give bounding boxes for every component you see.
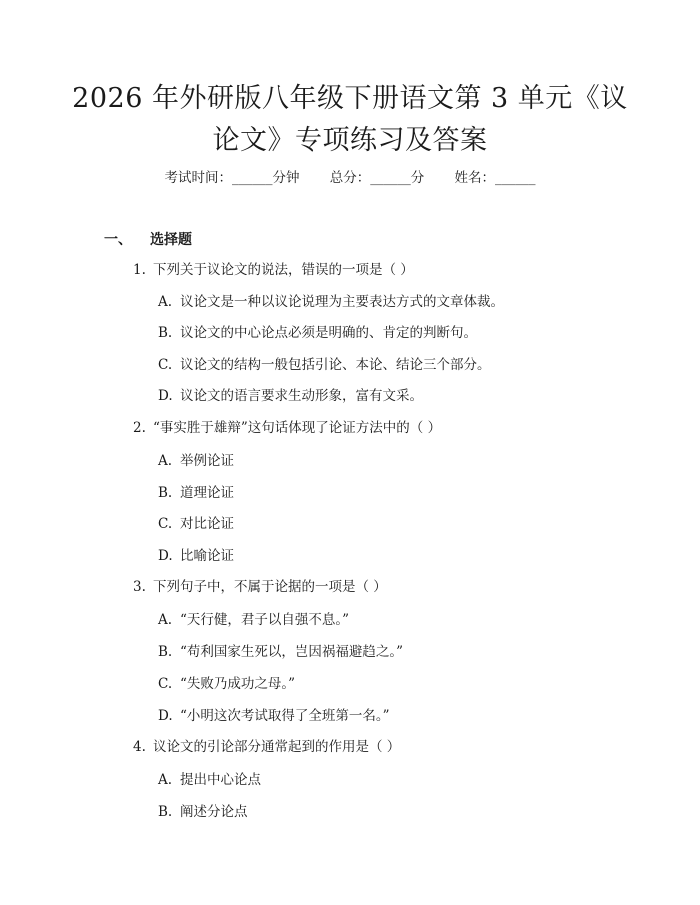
question-number: 3. xyxy=(133,579,146,595)
question-number: 4. xyxy=(133,739,146,755)
question-number: 2. xyxy=(133,420,146,436)
option-letter: B. xyxy=(158,804,173,820)
option-text: 举例论证 xyxy=(180,453,234,469)
option-text: 比喻论证 xyxy=(180,548,234,564)
option-text: “失败乃成功之母。” xyxy=(180,676,296,692)
question-3-option-a xyxy=(158,610,349,630)
option-letter: C. xyxy=(158,357,173,373)
section-heading xyxy=(104,230,192,250)
option-letter: B. xyxy=(158,485,173,501)
option-text: “苟利国家生死以，岂因祸福避趋之。” xyxy=(180,644,404,660)
option-text: 提出中心论点 xyxy=(180,772,261,788)
document-title xyxy=(60,78,640,162)
option-text: “天行健，君子以自强不息。” xyxy=(180,612,350,628)
question-2-option-c xyxy=(158,514,234,534)
option-letter: D. xyxy=(158,388,173,404)
option-text: 议论文的结构一般包括引论、本论、结论三个部分。 xyxy=(180,357,491,373)
question-2 xyxy=(133,418,441,438)
option-text: “小明这次考试取得了全班第一名。” xyxy=(180,708,390,724)
option-letter: B. xyxy=(158,644,173,660)
question-3-option-b xyxy=(158,642,403,662)
question-4 xyxy=(133,737,400,757)
question-1-option-d xyxy=(158,386,423,406)
section-number: 一、 xyxy=(104,232,132,248)
option-letter: A. xyxy=(158,772,173,788)
option-letter: A. xyxy=(158,294,173,310)
question-4-option-b xyxy=(158,802,248,822)
question-text: 议论文的引论部分通常起到的作用是（ ） xyxy=(153,739,401,755)
exam-info xyxy=(0,168,700,188)
option-text: 对比论证 xyxy=(180,516,234,532)
option-text: 道理论证 xyxy=(180,485,234,501)
question-3 xyxy=(133,577,387,597)
question-1-option-b xyxy=(158,323,477,343)
question-3-option-d xyxy=(158,706,390,726)
question-2-option-d xyxy=(158,546,234,566)
option-letter: A. xyxy=(158,612,173,628)
option-letter: B. xyxy=(158,325,173,341)
question-text: “事实胜于雄辩”这句话体现了论证方法中的（ ） xyxy=(153,420,442,436)
question-text: 下列句子中，不属于论据的一项是（ ） xyxy=(153,579,387,595)
question-1 xyxy=(133,260,414,280)
option-letter: C. xyxy=(158,676,173,692)
option-text: 议论文是一种以议论说理为主要表达方式的文章体裁。 xyxy=(180,294,504,310)
question-1-option-c xyxy=(158,355,491,375)
question-4-option-a xyxy=(158,770,261,790)
option-letter: D. xyxy=(158,708,173,724)
option-letter: C. xyxy=(158,516,173,532)
title-line-2: 论文》专项练习及答案 xyxy=(212,125,488,156)
option-letter: D. xyxy=(158,548,173,564)
section-title: 选择题 xyxy=(150,232,192,248)
question-3-option-c xyxy=(158,674,295,694)
option-text: 议论文的中心论点必须是明确的、肯定的判断句。 xyxy=(180,325,477,341)
exam-time: 考试时间：______分钟 xyxy=(164,170,300,186)
question-2-option-a xyxy=(158,451,234,471)
question-1-option-a xyxy=(158,292,504,312)
question-number: 1. xyxy=(133,262,146,278)
title-line-1: 2026 年外研版八年级下册语文第 3 单元《议 xyxy=(72,83,628,114)
option-text: 阐述分论点 xyxy=(180,804,248,820)
option-text: 议论文的语言要求生动形象，富有文采。 xyxy=(180,388,423,404)
question-text: 下列关于议论文的说法，错误的一项是（ ） xyxy=(153,262,414,278)
option-letter: A. xyxy=(158,453,173,469)
question-2-option-b xyxy=(158,483,234,503)
exam-name: 姓名：______ xyxy=(454,170,536,186)
exam-score: 总分：______分 xyxy=(329,170,425,186)
